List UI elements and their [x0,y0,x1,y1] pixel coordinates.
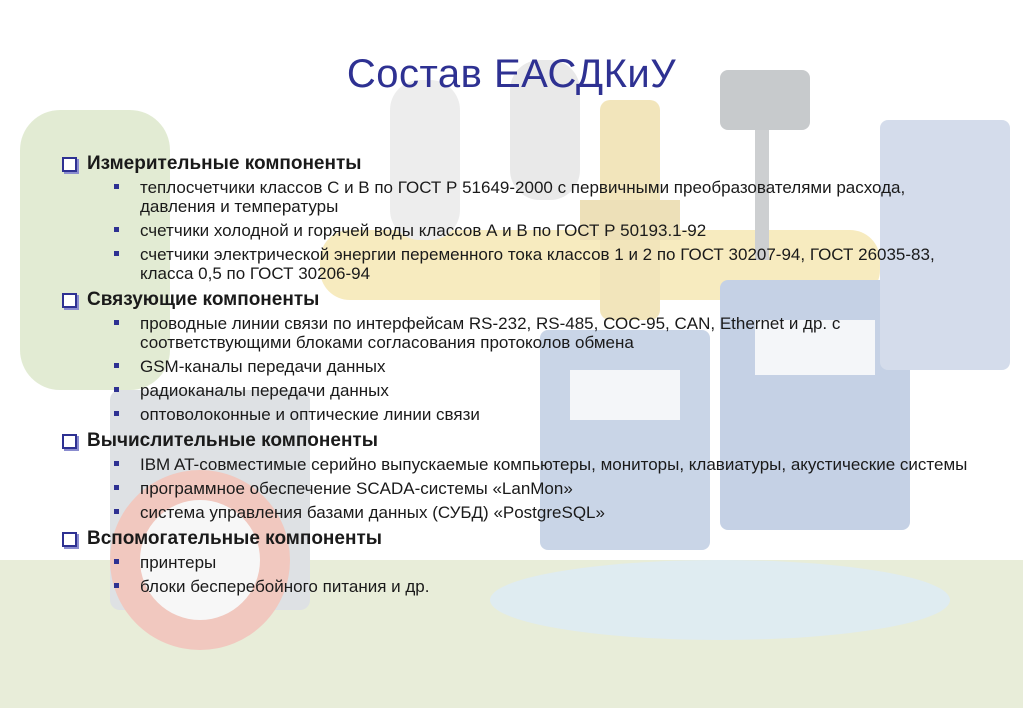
list-item-text: счетчики электрической энергии переменного тока классов 1 и 2 по ГОСТ 30207-94, ГОСТ 26035-83, класса 0,5 по ГОСТ 30206-94 [140,245,935,283]
list-item [114,503,980,522]
list-item [114,577,980,596]
checkbox-icon [62,434,77,449]
list-item [114,455,980,474]
list-item [114,405,980,424]
checkbox-icon [62,532,77,547]
list-item [114,357,980,376]
square-bullet-icon [114,387,119,392]
square-bullet-icon [114,184,119,189]
section-auxiliary [60,527,980,596]
list-item [114,553,980,572]
checkbox-icon [62,293,77,308]
list-item-text: проводные линии связи по интерфейсам RS-232, RS-485, СОС-95, CAN, Ethernet и др. с соответствующими блоками согласования протоколов обмена [140,314,841,352]
slide-content [60,150,980,601]
section-heading: Измерительные компоненты [87,153,362,174]
list-item-text: IBM AT-совместимые серийно выпускаемые компьютеры, мониторы, клавиатуры, акустические системы [140,455,968,474]
section-item-list [60,455,980,522]
square-bullet-icon [114,320,119,325]
list-item-text: радиоканалы передачи данных [140,381,389,400]
section-measurement [60,152,980,283]
square-bullet-icon [114,559,119,564]
list-item-text: GSM-каналы передачи данных [140,357,386,376]
square-bullet-icon [114,411,119,416]
square-bullet-icon [114,583,119,588]
square-bullet-icon [114,227,119,232]
section-connecting [60,288,980,424]
slide-title: Состав ЕАСДКиУ [346,52,677,96]
list-item-text: программное обеспечение SCADA-системы «LanMon» [140,479,573,498]
square-bullet-icon [114,251,119,256]
section-item-list [60,178,980,283]
list-item-text: теплосчетчики классов С и В по ГОСТ Р 51649-2000 с первичными преобразователями расхода, давления и температуры [140,178,906,216]
list-item-text: блоки бесперебойного питания и др. [140,577,430,596]
list-item [114,314,980,352]
list-item-text: принтеры [140,553,217,572]
square-bullet-icon [114,485,119,490]
section-heading: Связующие компоненты [87,289,320,310]
list-item [114,245,980,283]
list-item [114,221,980,240]
list-item [114,479,980,498]
section-heading: Вычислительные компоненты [87,430,378,451]
list-item [114,178,980,216]
square-bullet-icon [114,363,119,368]
checkbox-icon [62,157,77,172]
section-computing [60,429,980,522]
list-item [114,381,980,400]
list-item-text: счетчики холодной и горячей воды классов А и В по ГОСТ Р 50193.1-92 [140,221,707,240]
square-bullet-icon [114,509,119,514]
section-item-list [60,314,980,424]
list-item-text: оптоволоконные и оптические линии связи [140,405,480,424]
section-heading: Вспомогательные компоненты [87,528,382,549]
list-item-text: система управления базами данных (СУБД) «PostgreSQL» [140,503,605,522]
section-item-list [60,553,980,596]
square-bullet-icon [114,461,119,466]
